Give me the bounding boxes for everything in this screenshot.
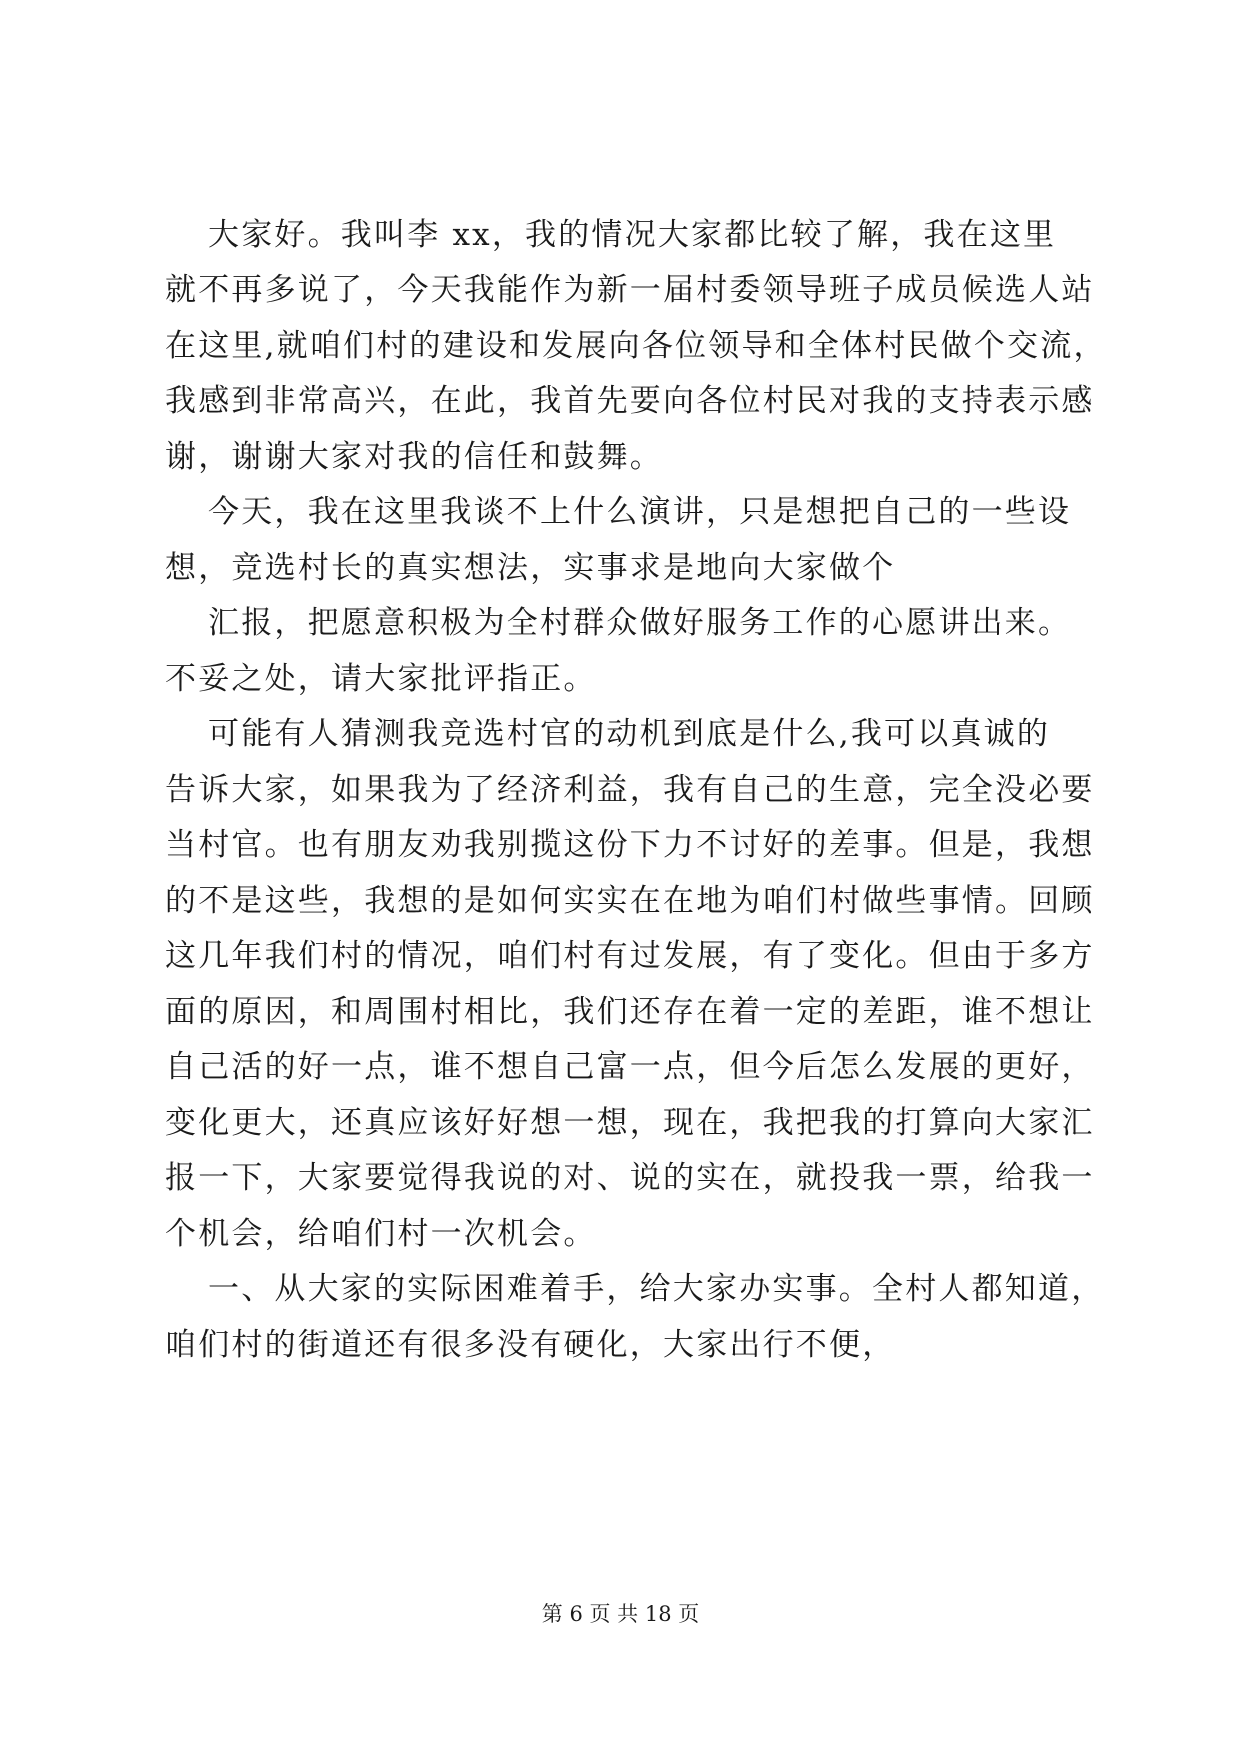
text-line: 可能有人猜测我竞选村官的动机到底是什么,我可以真诚的 bbox=[208, 716, 1051, 752]
text-line: 我感到非常高兴，在此，我首先要向各位村民对我的支持表示感 bbox=[165, 383, 1095, 419]
text-line: 当村官。也有朋友劝我别揽这份下力不讨好的差事。但是，我想 bbox=[165, 827, 1095, 863]
text-line: 想，竞选村长的真实想法，实事求是地向大家做个 bbox=[165, 550, 896, 586]
text-line: 在这里,就咱们村的建设和发展向各位领导和全体村民做个交流， bbox=[165, 328, 1107, 364]
text-line: 个机会，给咱们村一次机会。 bbox=[165, 1216, 597, 1252]
text-line: 变化更大，还真应该好好想一想，现在，我把我的打算向大家汇 bbox=[165, 1105, 1095, 1141]
text-line: 面的原因，和周围村相比，我们还存在着一定的差距，谁不想让 bbox=[165, 994, 1095, 1030]
text-line: 告诉大家，如果我为了经济利益，我有自己的生意，完全没必要 bbox=[165, 772, 1095, 808]
text-line: 大家好。我叫李 xx，我的情况大家都比较了解，我在这里 bbox=[208, 217, 1057, 253]
text-line: 自己活的好一点，谁不想自己富一点，但今后怎么发展的更好， bbox=[165, 1049, 1095, 1085]
text-line: 一、从大家的实际困难着手，给大家办实事。全村人都知道， bbox=[208, 1271, 1105, 1307]
text-line: 汇报，把愿意积极为全村群众做好服务工作的心愿讲出来。 bbox=[208, 605, 1072, 641]
text-line: 报一下，大家要觉得我说的对、说的实在，就投我一票，给我一 bbox=[165, 1160, 1095, 1196]
text-line: 咱们村的街道还有很多没有硬化，大家出行不便， bbox=[165, 1327, 896, 1363]
text-line: 就不再多说了，今天我能作为新一届村委领导班子成员候选人站 bbox=[165, 272, 1095, 308]
text-line: 谢，谢谢大家对我的信任和鼓舞。 bbox=[165, 439, 663, 475]
page-footer: 第 6 页 共 18 页 bbox=[541, 1602, 700, 1626]
text-line: 的不是这些，我想的是如何实实在在地为咱们村做些事情。回顾 bbox=[165, 883, 1095, 919]
text-line: 今天，我在这里我谈不上什么演讲，只是想把自己的一些设 bbox=[208, 494, 1072, 530]
text-line: 这几年我们村的情况，咱们村有过发展，有了变化。但由于多方 bbox=[165, 938, 1095, 974]
text-line: 不妥之处，请大家批评指正。 bbox=[165, 661, 597, 697]
